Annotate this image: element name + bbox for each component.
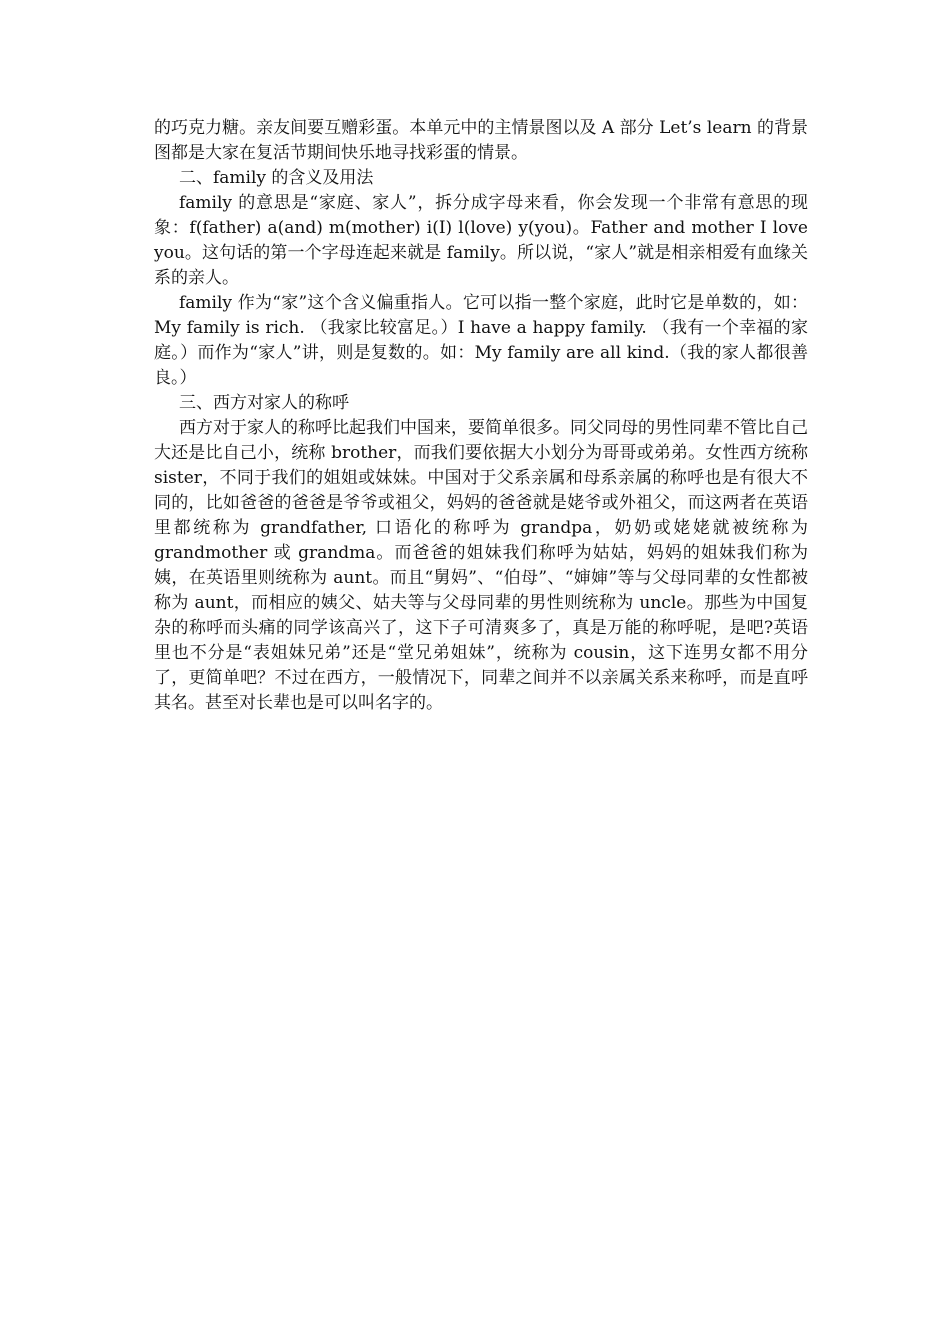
section-heading-family-meaning: 二、family 的含义及用法 <box>179 168 374 188</box>
paragraph-western-address: 西方对于家人的称呼比起我们中国来，要简单很多。同父同母的男性同辈不管比自己大还是比自己小，统称 brother，而我们要依据大小划分为哥哥或弟弟。女性西方统称 sister，不同于我们的姐姐或妹妹。中国对于父系亲属和母系亲属的称呼也是有很大不同的，比如爸爸的爸爸是爷爷或祖父，妈妈的爸爸就是姥爷或外祖父，而这两者在英语里都统称为 grandfather, 口语化的称呼为 grandpa，奶奶或姥姥就被统称为 grandmother 或 grandma。而爸爸的姐妹我们称呼为姑姑，妈妈的姐妹我们称为姨，在英语里则统称为 aunt。而且“舅妈”、“伯母”、“婶婶”等与父母同辈的女性都被称为 aunt，而相应的姨父、姑夫等与父母同辈的男性则统称为 uncle。那些为中国复杂的称呼而头痛的同学该高兴了，这下子可清爽多了，真是万能的称呼呢，是吧?英语里也不分是“表姐妹兄弟”还是“堂兄弟姐妹”，统称为 cousin，这下连男女都不用分了，更简单吧？不过在西方，一般情况下，同辈之间并不以亲属关系来称呼，而是直呼其名。甚至对长辈也是可以叫名字的。 <box>154 418 808 713</box>
section-heading-western-address: 三、西方对家人的称呼 <box>179 393 349 413</box>
document-body <box>154 116 808 716</box>
paragraph-family-acronym: family 的意思是“家庭、家人”，拆分成字母来看，你会发现一个非常有意思的现象：f(father) a(and) m(mother) i(I) l(love) y(you)。Father and mother I love you。这句话的第一个字母连起来就是 family。所以说，“家人”就是相亲相爱有血缘关系的亲人。 <box>154 193 808 288</box>
paragraph-family-usage: family 作为“家”这个含义偏重指人。它可以指一整个家庭，此时它是单数的，如：My family is rich. （我家比较富足。）I have a happy family. （我有一个幸福的家庭。）而作为“家人”讲，则是复数的。如：My family are all kind.（我的家人都很善良。） <box>154 293 808 388</box>
paragraph-easter-eggs: 的巧克力糖。亲友间要互赠彩蛋。本单元中的主情景图以及 A 部分 Let’s learn 的背景图都是大家在复活节期间快乐地寻找彩蛋的情景。 <box>154 118 808 163</box>
